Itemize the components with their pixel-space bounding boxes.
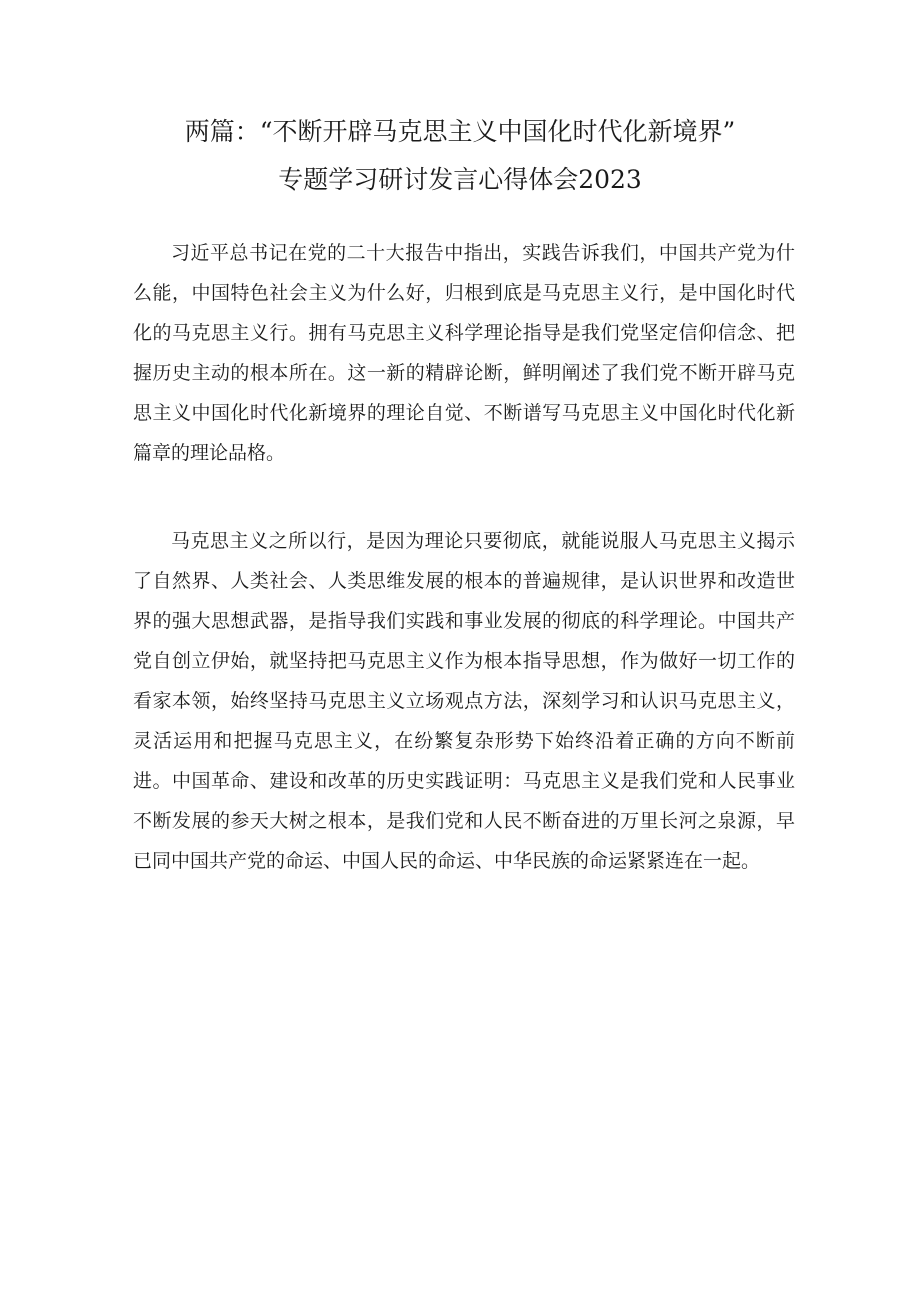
title-line-1: 两篇：“不断开辟马克思主义中国化时代化新境界” [184,117,736,146]
document-body [133,233,795,881]
title-line-2: 专题学习研讨发言心得体会2023 [278,165,642,194]
paragraph-1: 习近平总书记在党的二十大报告中指出，实践告诉我们，中国共产党为什么能，中国特色社会主义为什么好，归根到底是马克思主义行，是中国化时代化的马克思主义行。拥有马克思主义科学理论指导是我们党坚定信仰信念、把握历史主动的根本所在。这一新的精辟论断，鲜明阐述了我们党不断开辟马克思主义中国化时代化新境界的理论自觉、不断谱写马克思主义中国化时代化新篇章的理论品格。 [133,242,795,464]
paragraph-2: 马克思主义之所以行，是因为理论只要彻底，就能说服人马克思主义揭示了自然界、人类社会、人类思维发展的根本的普遍规律，是认识世界和改造世界的强大思想武器，是指导我们实践和事业发展的彻底的科学理论。中国共产党自创立伊始，就坚持把马克思主义作为根本指导思想，作为做好一切工作的看家本领，始终坚持马克思主义立场观点方法，深刻学习和认识马克思主义，灵活运用和把握马克思主义，在纷繁复杂形势下始终沿着正确的方向不断前进。中国革命、建设和改革的历史实践证明：马克思主义是我们党和人民事业不断发展的参天大树之根本，是我们党和人民不断奋进的万里长河之泉源，早已同中国共产党的命运、中国人民的命运、中华民族的命运紧紧连在一起。 [133,530,795,872]
document-title [100,108,820,204]
